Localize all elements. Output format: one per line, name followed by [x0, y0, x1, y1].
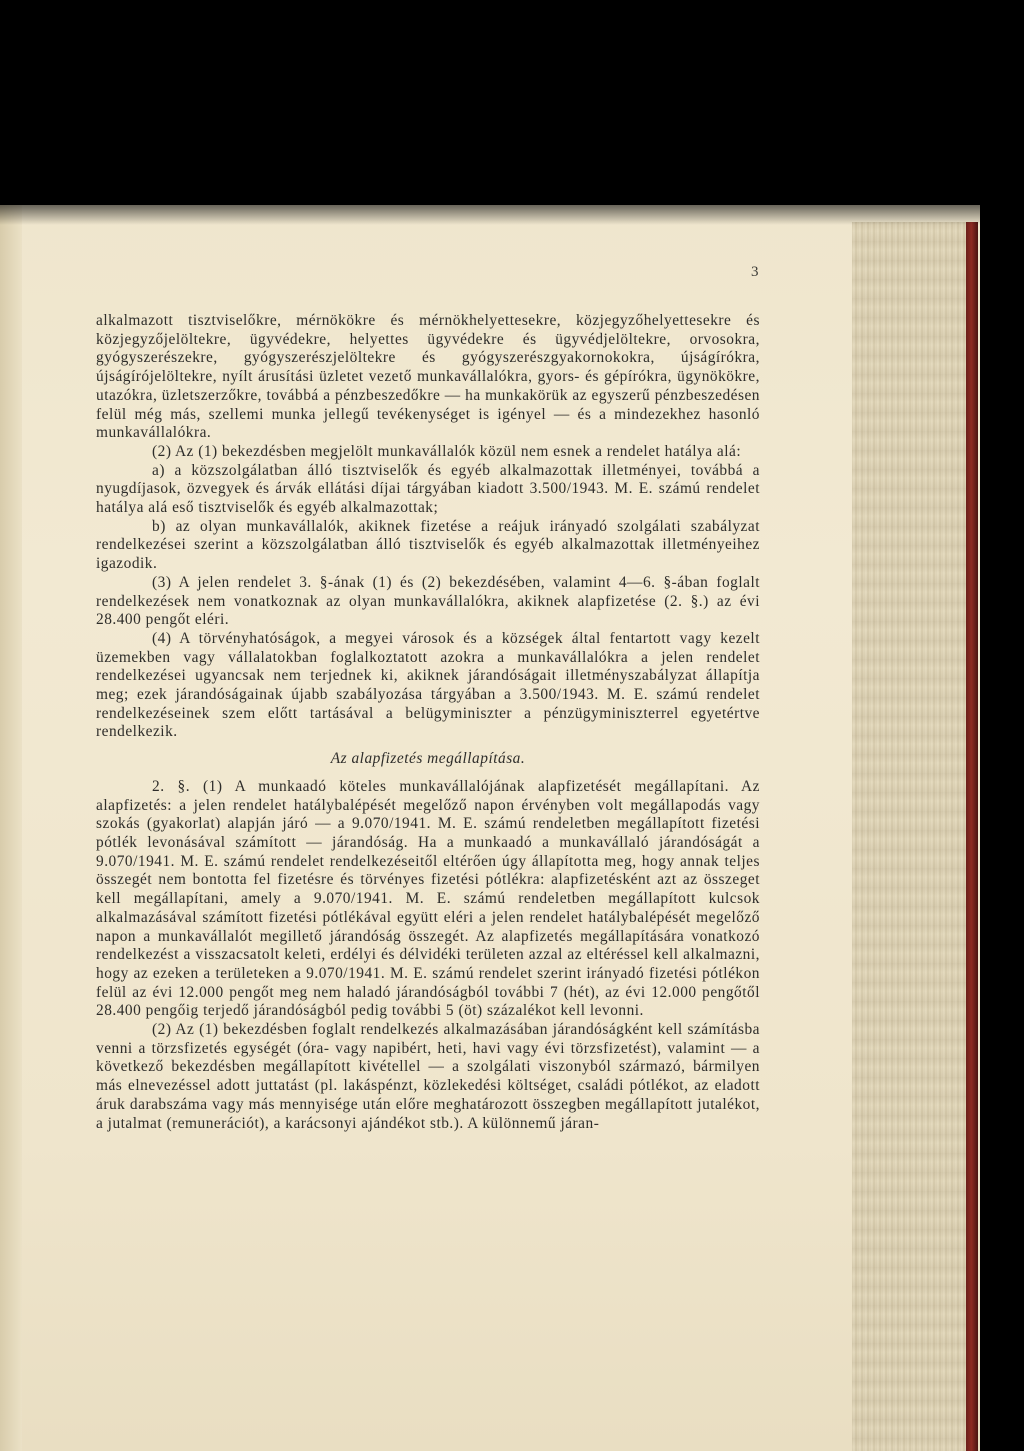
page-number: 3 — [751, 264, 759, 280]
paragraph-5: (3) A jelen rendelet 3. §-ának (1) és (2) bekezdésében, valamint 4—6. §-ában foglalt rendelkezések nem vonatkoznak az olyan munkavállalókra, akiknek alapfizetése (2. §.) az évi 28.400 pengőt eléri. — [96, 573, 760, 629]
book-page-edges — [852, 222, 970, 1451]
section-heading: Az alapfizetés megállapítása. — [330, 750, 526, 768]
paragraph-8: (2) Az (1) bekezdésben foglalt rendelkezés alkalmazásában járandóságként kell számításba venni a törzsfizetés egységét (óra- vagy napibért, heti, havi vagy évi törzsfizetést), valamint — a következő bekezdésben megállapított kivétellel — a szolgálati viszonyból származó, bármilyen más elnevezéssel adott juttatást (pl. lakáspénzt, közlekedési költséget, családi pótlékot, az eladott áruk darabszáma vagy más mennyisége után előre meghatározott összegben megállapított jutalékot, a jutalmat (remunerációt), a karácsonyi ajándékot stb.). A különnemű járan- — [96, 1021, 760, 1132]
paragraph-2: (2) Az (1) bekezdésben megjelölt munkavállalók közül nem esnek a rendelet hatálya alá: — [152, 442, 742, 460]
top-shadow — [0, 195, 980, 225]
paragraph-1: alkalmazott tisztviselőkre, mérnökökre és mérnökhelyettesekre, közjegyzőhelyettesekre és közjegyzőjelöltekre, ügyvédekre, helyettes ügyvédekre és ügyvédjelöltekre, orvosokra, gyógyszerészekre, gyógyszerészjelöltekre és gyógyszerészgyakornokokra, újságírókra, újságírójelöltekre, nyílt árusítási üzletet vezető munkavállalókra, gyors- és gépírókra, ügynökökre, utazókra, üzletszerzőkre, továbbá a pénzbeszedőkre — ha munkakörük az egyszerű pénzbeszedésen felül még más, szellemi munka jellegű tevékenységet is igényel — és a mindezekhez hasonló munkavállalókra. — [96, 312, 760, 442]
paragraph-7: 2. §. (1) A munkaadó köteles munkavállalójának alapfizetését megállapítani. Az alapfizetés: a jelen rendelet hatálybalépését megelőző napon érvényben volt megállapodás vagy szokás (gyakorlat) alapján járó — a 9.070/1941. M. E. számú rendeletben megállapított fizetési pótlék levonásával számított — járandóság. Ha a munkaadó a munkavállaló járandóságát a 9.070/1941. M. E. számú rendelet rendelkezéseitől eltérően úgy állapította meg, hogy annak teljes összegét nem bontotta fel fizetésre és törvényes fizetési pótlékra: alapfizetésként azt az összeget kell megállapítani, amely a 9.070/1941. M. E. számú rendeletben megállapított kulcsok alkalmazásával számított fizetési pótlékával együtt eléri a jelen rendelet hatálybalépését megelőző napon a munkavállalót megillető járandóság összegét. Az alapfizetés megállapítására vonatkozó rendelkezést a visszacsatolt keleti, erdélyi és délvidéki területen azzal az eltéréssel kell alkalmazni, hogy az ezeken a területeken a 9.070/1941. M. E. számú rendelet szerint irányadó fizetési pótlékon felül az évi 12.000 pengőt meg nem haladó járandóságból további 7 (hét), az évi 12.000 pengőtől 28.400 pengőig terjedő járandóságból pedig további 5 (öt) százalékot kell levonni. — [96, 777, 760, 1020]
paragraph-6: (4) A törvényhatóságok, a megyei városok és a községek által fentartott vagy kezelt üzemekben vagy vállalatokban foglalkoztatott azokra a munkavállalókra a jelen rendelet rendelkezései ugyancsak nem terjednek ki, akiknek járandóságait illetményszabályzat állapítja meg; ezek járandóságainak újabb szabályozása tárgyában a 3.500/1943. M. E. számú rendelet rendelkezéseinek szem előtt tartásával a belügyminiszter a pénzügyminiszterrel egyetértve rendelkezik. — [96, 629, 760, 741]
paragraph-4: b) az olyan munkavállalók, akiknek fizetése a reájuk irányadó szolgálati szabályzat rendelkezései szerint a közszolgálatban álló tisztviselők és egyéb alkalmazottak illetményeihez igazodik. — [96, 517, 760, 573]
paragraph-3: a) a közszolgálatban álló tisztviselők és egyéb alkalmazottak illetményei, továbbá a nyugdíjasok, özvegyek és árvák ellátási díjai tárgyában kiadott 3.500/1943. M. E. számú rendelet hatálya alá eső tisztviselők és egyéb alkalmazottak; — [96, 461, 760, 517]
book-cover-edge — [966, 222, 978, 1451]
page-left-margin — [0, 205, 22, 1451]
body-text — [96, 312, 760, 1133]
